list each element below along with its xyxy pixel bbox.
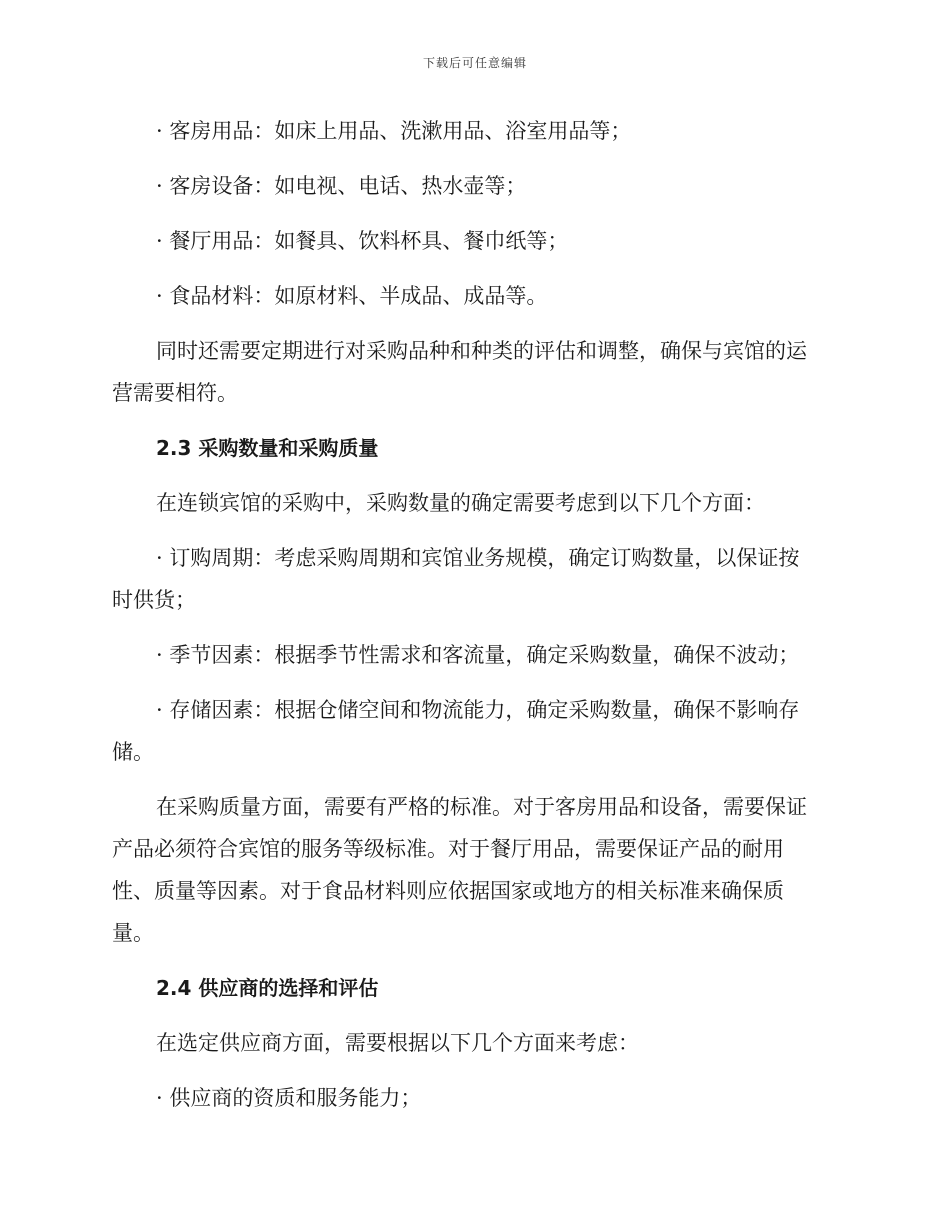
paragraph-line: 量。 [112,921,154,945]
page-header: 下载后可任意编辑 [422,56,527,70]
paragraph-line: 营需要相符。 [112,381,238,405]
section-heading-2-4: 2.4 供应商的选择和评估 [156,976,379,1000]
bullet-restaurant-supplies: · 餐厅用品：如餐具、饮料杯具、餐巾纸等； [156,229,569,253]
document-body [112,110,832,1132]
bullet-guest-room-supplies: · 客房用品：如床上用品、洗漱用品、浴室用品等； [156,119,632,143]
bullet-line: 时供货； [112,588,196,612]
bullet-line: · 存储因素：根据仓储空间和物流能力，确定采购数量，确保不影响存 [156,698,800,722]
paragraph-quality [112,786,832,954]
paragraph-quantity-intro: 在连锁宾馆的采购中，采购数量的确定需要考虑到以下几个方面： [156,491,765,515]
bullet-line: · 订购周期：考虑采购周期和宾馆业务规模，确定订购数量，以保证按 [156,546,800,570]
bullet-seasonal-factors: · 季节因素：根据季节性需求和客流量，确定采购数量，确保不波动； [156,643,800,667]
bullet-order-cycle [112,537,832,621]
bullet-guest-room-equipment: · 客房设备：如电视、电话、热水壶等； [156,174,527,198]
bullet-line: 储。 [112,740,154,764]
paragraph-line: 同时还需要定期进行对采购品种和种类的评估和调整，确保与宾馆的运 [156,339,807,363]
bullet-food-materials: · 食品材料：如原材料、半成品、成品等。 [156,284,548,308]
section-heading-2-3: 2.3 采购数量和采购质量 [156,436,379,460]
paragraph-evaluation [112,330,832,414]
paragraph-line: 在采购质量方面，需要有严格的标准。对于客房用品和设备，需要保证 [156,795,807,819]
bullet-storage-factors [112,689,832,773]
bullet-supplier-qualification: · 供应商的资质和服务能力； [156,1086,422,1110]
paragraph-line: 性、质量等因素。对于食品材料则应依据国家或地方的相关标准来确保质 [112,879,784,903]
paragraph-line: 产品必须符合宾馆的服务等级标准。对于餐厅用品，需要保证产品的耐用 [112,837,784,861]
paragraph-supplier-intro: 在选定供应商方面，需要根据以下几个方面来考虑： [156,1031,639,1055]
